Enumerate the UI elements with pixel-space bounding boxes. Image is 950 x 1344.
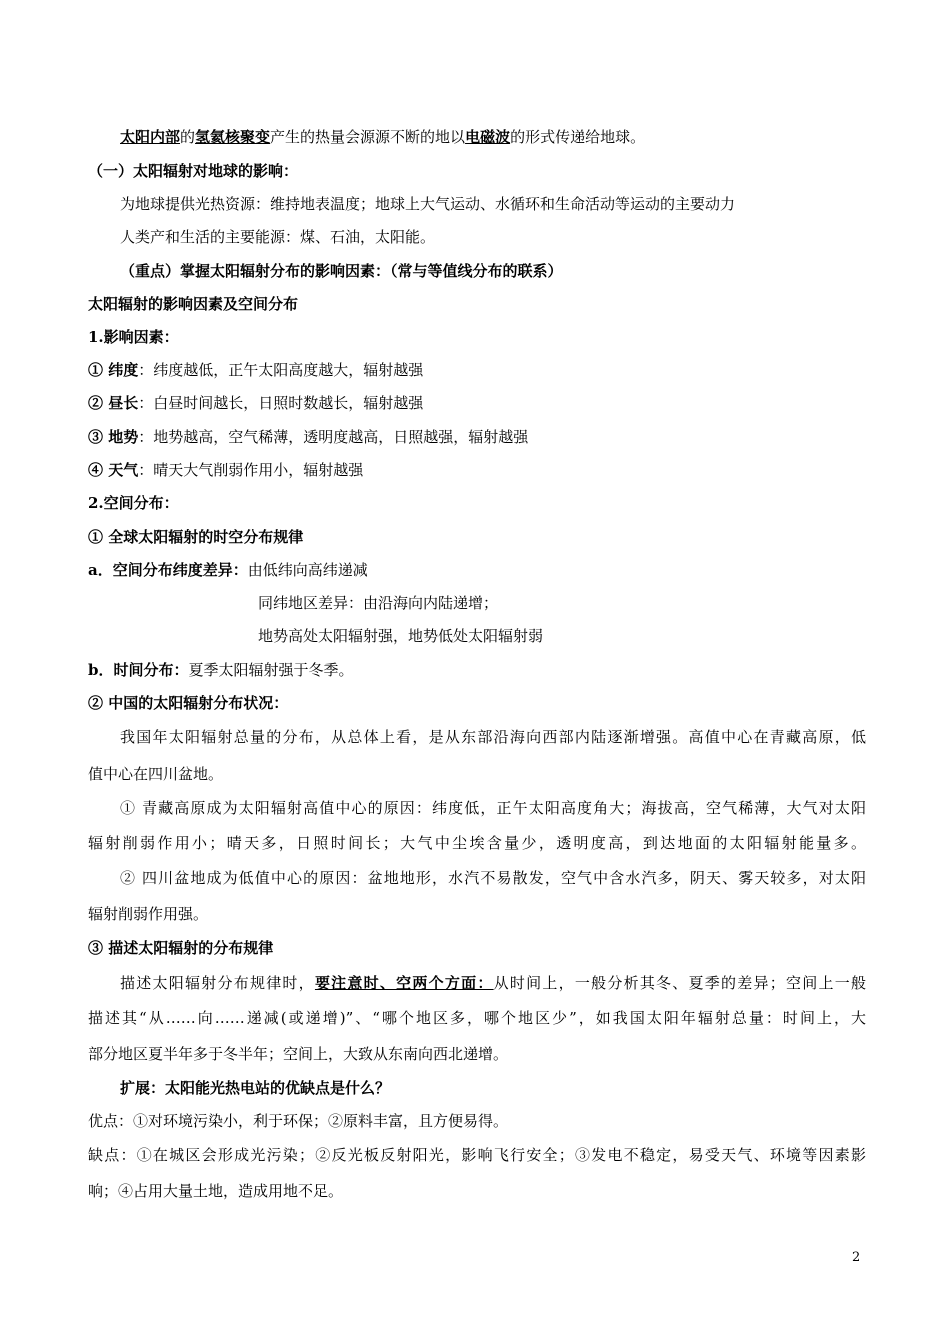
section-1-para-2: 人类产和生活的主要能源：煤、石油，太阳能。: [120, 228, 436, 246]
section-2-title: 太阳辐射的影响因素及空间分布: [88, 295, 299, 313]
factor-item: ③ 地势：地势越高，空气稀薄，透明度越高，日照越强，辐射越强: [88, 428, 529, 446]
china-para-2-line-2: 辐射削弱作用小；晴天多，日照时间长；大气中尘埃含量少，透明度高，到达地面的太阳辐射能量多。: [88, 834, 866, 852]
term-em-wave: 电磁波: [465, 128, 511, 146]
section-1-title: （一）太阳辐射对地球的影响：: [88, 162, 299, 180]
elevation-line: 地势高处太阳辐射强，地势低处太阳辐射弱: [258, 627, 544, 645]
describe-para-line-2: 描述其“从……向……递减(或递增)”、“哪个地区多，哪个地区少”，如我国太阳年辐射总量：时间上，大: [88, 1009, 866, 1027]
distribution-title: 2.空间分布：: [88, 494, 179, 512]
factor-item: ④ 天气：晴天大气削弱作用小，辐射越强: [88, 461, 364, 479]
factor-item: ① 纬度：纬度越低，正午太阳高度越大，辐射越强: [88, 361, 424, 379]
china-para-1-line-2: 值中心在四川盆地。: [88, 765, 224, 783]
china-para-2-line-1: ① 青藏高原成为太阳辐射高值中心的原因：纬度低，正午太阳高度角大；海拔高，空气稀薄，大气对太阳: [120, 799, 866, 817]
key-point-heading: （重点）掌握太阳辐射分布的影响因素：（常与等值线分布的联系）: [120, 262, 563, 280]
time-distribution-line: b．时间分布：夏季太阳辐射强于冬季。: [88, 661, 354, 679]
china-para-1-line-1: 我国年太阳辐射总量的分布，从总体上看，是从东部沿海向西部内陆逐渐增强。高值中心在青藏高原，低: [120, 728, 866, 746]
cons-line-2: 响；④占用大量土地，造成用地不足。: [88, 1182, 344, 1200]
spatial-latitude-line: a．空间分布纬度差异：由低纬向高纬递减: [88, 561, 368, 579]
describe-para-line-3: 部分地区夏半年多于冬半年；空间上，大致从东南向西北递增。: [88, 1045, 509, 1063]
term-sun-interior: 太阳内部: [120, 128, 181, 146]
factor-item: ② 昼长：白昼时间越长，日照时数越长，辐射越强: [88, 394, 424, 412]
pros-line: 优点：①对环境污染小，利于环保；②原料丰富，且方便易得。: [88, 1112, 509, 1130]
section-1-para-1: 为地球提供光热资源：维持地表温度；地球上大气运动、水循环和生命活动等运动的主要动力: [120, 195, 736, 213]
same-latitude-line: 同纬地区差异：由沿海向内陆递增；: [258, 594, 499, 612]
global-distribution-heading: ① 全球太阳辐射的时空分布规律: [88, 528, 304, 546]
extension-heading: 扩展：太阳能光热电站的优缺点是什么？: [120, 1079, 391, 1097]
intro-line: 太阳内部的氢氦核聚变产生的热量会源源不断的地以电磁波的形式传递给地球。: [120, 128, 646, 146]
cons-line-1: 缺点：①在城区会形成光污染；②反光板反射阳光，影响飞行安全；③发电不稳定，易受天气、环境等因素影: [88, 1146, 866, 1164]
china-distribution-heading: ② 中国的太阳辐射分布状况：: [88, 694, 289, 712]
describe-para-line-1: 描述太阳辐射分布规律时，要注意时、空两个方面：从时间上，一般分析其冬、夏季的差异；空间上一般: [120, 974, 866, 992]
factors-title: 1.影响因素：: [88, 328, 179, 346]
describe-heading: ③ 描述太阳辐射的分布规律: [88, 939, 274, 957]
term-fusion: 氢氦核聚变: [195, 128, 271, 146]
china-para-3-line-1: ② 四川盆地成为低值中心的原因：盆地地形，水汽不易散发，空气中含水汽多，阴天、雾天较多，对太阳: [120, 869, 866, 887]
page-number: 2: [852, 1250, 861, 1265]
china-para-3-line-2: 辐射削弱作用强。: [88, 905, 209, 923]
